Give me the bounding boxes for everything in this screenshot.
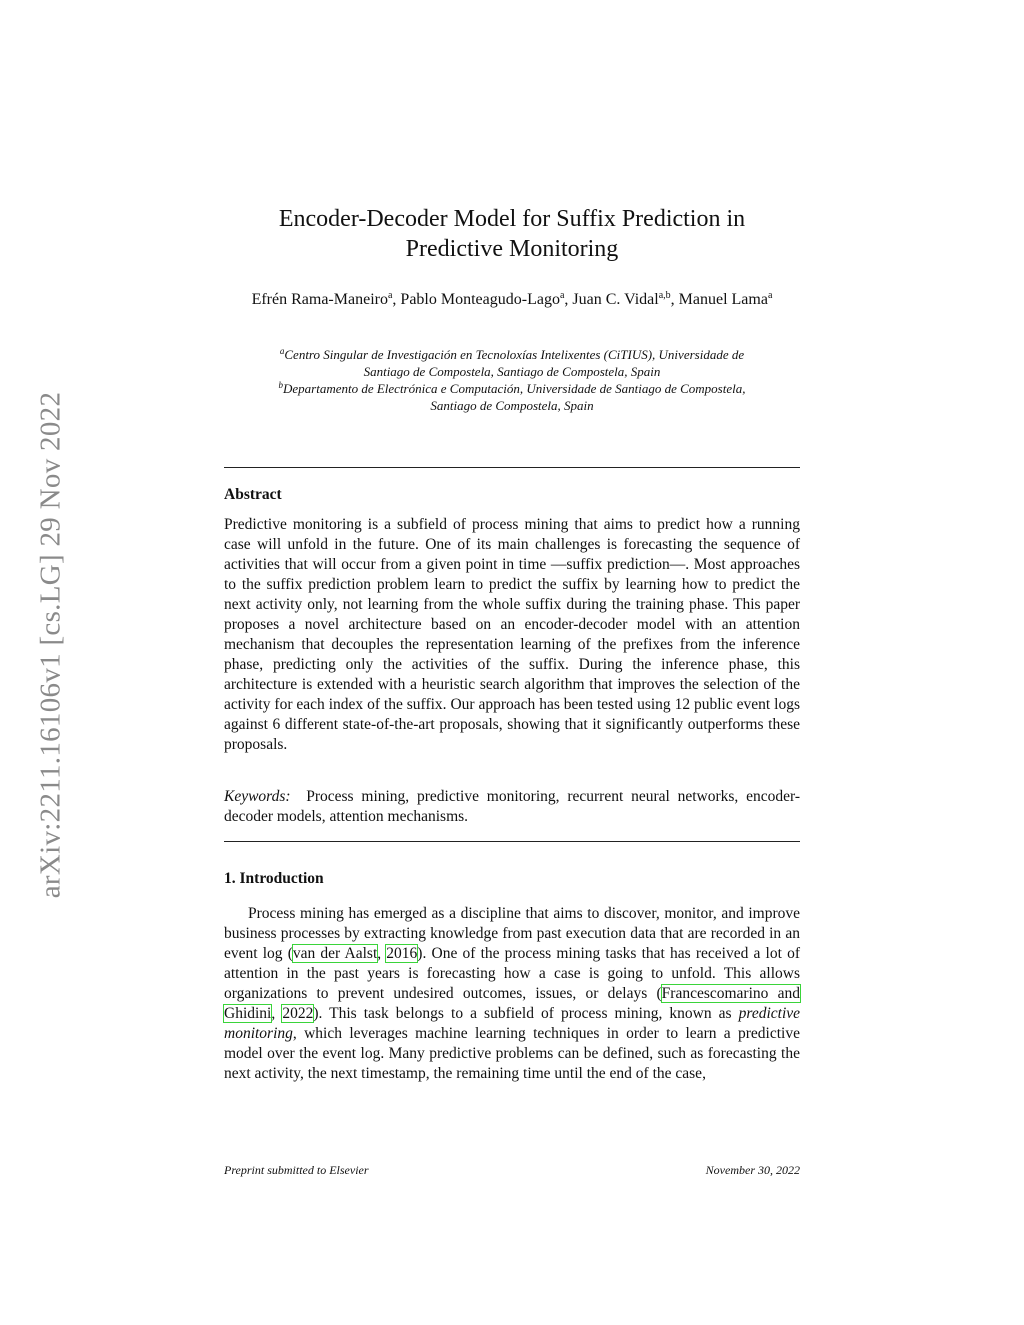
- author-affiliation-mark: a: [767, 290, 773, 301]
- introduction-heading: 1. Introduction: [224, 870, 324, 887]
- affiliation-a-mark: a: [279, 346, 285, 356]
- paper-title: [224, 204, 800, 264]
- author-name: Pablo Monteagudo-Lago: [400, 291, 560, 308]
- arxiv-identifier[interactable]: arXiv:2211.16106v1 [cs.LG] 29 Nov 2022: [34, 391, 67, 899]
- affiliation-b: [224, 380, 800, 397]
- abstract-bottom-rule: [224, 841, 800, 842]
- intro-text-3: ). This task belongs to a subfield of process mining, known as: [313, 1005, 739, 1022]
- keywords-text: Process mining, predictive monitoring, recurrent neural networks, encoder-decoder models, attention mechanisms.: [224, 788, 801, 825]
- affiliation-b-line-1: Departamento de Electrónica e Computación, Universidade de Santiago de Compostela,: [282, 381, 746, 396]
- affiliations: [224, 346, 800, 414]
- title-line-2: Predictive Monitoring: [405, 236, 619, 262]
- author-name: Efrén Rama-Maneiro: [251, 291, 388, 308]
- affiliation-b-line-2: Santiago de Compostela, Spain: [430, 398, 594, 413]
- abstract-text: Predictive monitoring is a subfield of process mining that aims to predict how a running case will unfold in the future. One of its main challenges is forecasting the sequence of activities that will occur from a given point in time —suffix prediction—. Most approaches to the suffix prediction problem learn to predict the suffix by learning how to predict the next activity only, not learning from the whole suffix during the training phase. This paper proposes a novel architecture based on an encoder-decoder model with an attention mechanism that decouples the representation learning of the prefixes from the inference phase, predicting only the activities of the suffix. During the inference phase, this architecture is extended with a heuristic search algorithm that improves the selection of the activity for each index of the suffix. Our approach has been tested using 12 public event logs against 6 different state-of-the-art proposals, showing that it significantly outperforms these proposals.: [224, 516, 800, 753]
- author-affiliation-mark: a: [387, 290, 393, 301]
- affiliation-b-mark: b: [278, 380, 283, 390]
- author-affiliation-mark: a,b: [658, 290, 671, 301]
- keywords: [224, 787, 800, 827]
- citation-sep: ,: [377, 945, 387, 962]
- author-name: Manuel Lama: [678, 291, 768, 308]
- title-line-1: Encoder-Decoder Model for Suffix Prediction in: [278, 206, 746, 232]
- intro-text-1: Process mining has emerged as a discipline that aims to discover, monitor, and improve business processes by extracting knowledge from past execution data that are recorded in an event log (: [224, 905, 800, 962]
- abstract-top-rule: [224, 467, 800, 468]
- affiliation-a-line-1: Centro Singular de Investigación en Tecnoloxías Intelixentes (CiTIUS), Universidade de: [284, 347, 745, 362]
- keywords-label: Keywords:: [224, 788, 291, 805]
- affiliation-a-line-2: Santiago de Compostela, Santiago de Compostela, Spain: [363, 364, 661, 379]
- introduction-paragraph: [224, 904, 800, 1084]
- intro-text-2: ). One of the process mining tasks that has received a lot of attention in the past years is forecasting how a case is going to unfold. This allows organizations to prevent undesired outcomes, issues, or delays (: [224, 945, 800, 1002]
- page-footer: [224, 1163, 800, 1178]
- citation-year-link[interactable]: 2022: [282, 1005, 314, 1022]
- footer-preprint-note: Preprint submitted to Elsevier: [224, 1163, 369, 1177]
- citation-sep: ,: [271, 1005, 283, 1022]
- author-list: Efrén Rama-Maneiro$^a$, Pablo Monteagudo-Lago$^a$, Juan C. Vidal$^{a,b}$, Manuel Lama$^a$: [251, 290, 773, 308]
- citation-link[interactable]: Francescomarino and Ghidini: [224, 985, 800, 1022]
- intro-text-4: , which leverages machine learning techniques in order to learn a predictive model over the event log. Many predictive problems can be defined, such as forecasting the next activity, the next timestamp, the remaining time until the end of the case,: [224, 1025, 800, 1082]
- abstract-heading: Abstract: [224, 486, 282, 503]
- author-name: Juan C. Vidal: [572, 291, 659, 308]
- citation-link[interactable]: van der Aalst: [292, 945, 378, 962]
- author-affiliation-mark: a: [559, 290, 565, 301]
- citation-year-link[interactable]: 2016: [386, 945, 418, 962]
- intro-emphasis: predictive monitoring: [224, 1005, 801, 1042]
- affiliation-a: [224, 346, 800, 363]
- footer-date: November 30, 2022: [705, 1163, 800, 1177]
